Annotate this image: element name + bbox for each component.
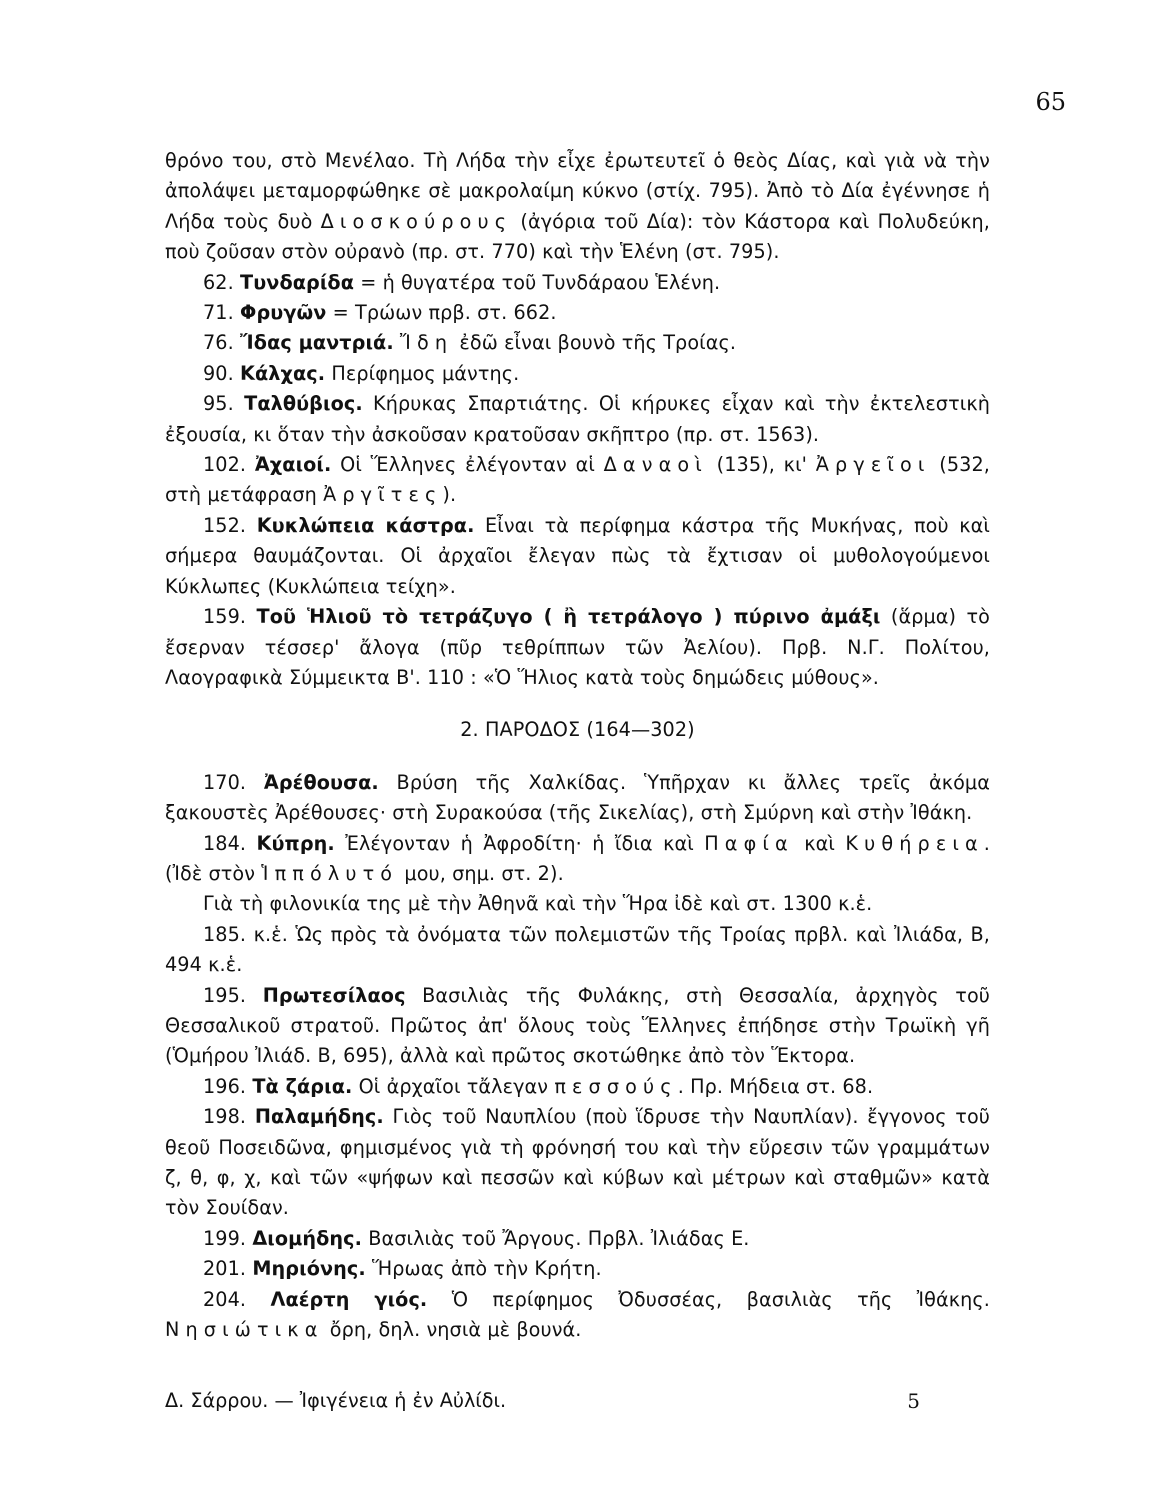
note-152: 152. Κυκλώπεια κάστρα. Εἶναι τὰ περίφημα κάστρα τῆς Μυκήνας, ποὺ καὶ σήμερα θαυμάζονται. Οἱ ἀρχαῖοι ἔλεγαν πὼς τὰ ἔχτισαν οἱ μυθολογούμενοι Κύκλωπες (Κυκλώπεια τείχη». [165, 513, 990, 598]
note-184: 184. Κύπρη. Ἐλέγονταν ἡ Ἀφροδίτη· ἡ ἴδια καὶ Παφία καὶ Κυθήρεια. (Ἰδὲ στὸν Ἱππόλυτό μου, σημ. στ. 2). [165, 831, 990, 885]
note-201: 201. Μηριόνης. Ἥρωας ἀπὸ τὴν Κρήτη. [203, 1257, 602, 1281]
page-footer [165, 1389, 980, 1412]
note-170: 170. Ἀρέθουσα. Βρύση τῆς Χαλκίδας. Ὑπῆρχαν κι ἄλλες τρεῖς ἀκόμα ξακουστὲς Ἀρέθουσες· στὴ Συρακούσα (τῆς Σικελίας), στὴ Σμύρνη καὶ στὴν Ἰθάκη. [165, 770, 990, 825]
signature-mark: 5 [907, 1389, 920, 1413]
document-body [165, 146, 990, 1345]
note-71: 71. Φρυγῶν = Τρώων πρβ. στ. 662. [203, 301, 557, 325]
note-195: 195. Πρωτεσίλαος Βασιλιὰς τῆς Φυλάκης, στὴ Θεσσαλία, ἀρχηγὸς τοῦ Θεσσαλικοῦ στρατοῦ. Πρῶτος ἀπ' ὅλους τοὺς Ἕλληνες ἐπήδησε στὴν Τρωϊκὴ γῆ (Ὁμήρου Ἰλιάδ. Β, 695), ἀλλὰ καὶ πρῶτος σκοτώθηκε ἀπὸ τὸν Ἕκτορα. [165, 983, 990, 1068]
note-76: 76. Ἴδας μαντριά. Ἴδη ἐδῶ εἶναι βουνὸ τῆς Τροίας. [203, 331, 737, 355]
note-62: 62. Τυνδαρίδα = ἡ θυγατέρα τοῦ Τυνδάραου Ἑλένη. [203, 270, 721, 294]
note-159: 159. Τοῦ Ἡλιοῦ τὸ τετράζυγο ( ἢ τετράλογο ) πύρινο ἀμάξι (ἅρμα) τὸ ἔσερναν τέσσερ' ἄλογα (πῦρ τεθρίππων τῶν Ἀελίου). Πρβ. Ν.Γ. Πολίτου, Λαογραφικὰ Σύμμεικτα Β'. 110 : «Ὁ Ἥλιος κατὰ τοὺς δημώδεις μύθους». [165, 605, 990, 689]
note-102: 102. Ἀχαιοί. Οἱ Ἕλληνες ἐλέγονταν αἱ Δαναοὶ (135), κι' Ἀργεῖοι (532, στὴ μετάφραση Ἀργῖτες). [165, 453, 990, 507]
note-90: 90. Κάλχας. Περίφημος μάντης. [203, 361, 520, 385]
note-95: 95. Ταλθύβιος. Κήρυκας Σπαρτιάτης. Οἱ κήρυκες εἶχαν καὶ τὴν ἐκτελεστικὴ ἐξουσία, κι ὅταν τὴν ἀσκοῦσαν κρατοῦσαν σκῆπτρο (πρ. στ. 1563). [165, 392, 990, 446]
footer-book-title: Δ. Σάρρου. — Ἰφιγένεια ἡ ἐν Αὐλίδι. [165, 1389, 507, 1412]
intro-text: (ἀγόρια τοῦ Δία): τὸν Κάστορα καὶ Πολυδεύκη, ποὺ ζοῦσαν στὸν οὐρανὸ (πρ. στ. 770) καὶ τὴν Ἑλένη (στ. 795). [165, 209, 990, 264]
intro-paragraph [165, 146, 990, 268]
note-196: 196. Τὰ ζάρια. Οἱ ἀρχαῖοι τἄλεγαν πεσσούς. Πρ. Μήδεια στ. 68. [203, 1074, 874, 1098]
section-heading: 2. ΠΑΡΟΔΟΣ (164—302) [460, 718, 695, 742]
page-number: 65 [1035, 88, 1066, 116]
note-198: 198. Παλαμήδης. Γιὸς τοῦ Ναυπλίου (ποὺ ἵδρυσε τὴν Ναυπλίαν). ἔγγονος τοῦ θεοῦ Ποσειδῶνα, φημισμένος γιὰ τὴ φρόνησή του καὶ τὴν εὕρεσιν τῶν γραμμάτων ζ, θ, φ, χ, καὶ τῶν «ψήφων καὶ πεσσῶν καὶ κύβων καὶ μέτρων καὶ σταθμῶν» κατὰ τὸν Σουίδαν. [165, 1105, 990, 1220]
note-184-continued: Γιὰ τὴ φιλονικία της μὲ τὴν Ἀθηνᾶ καὶ τὴν Ἥρα ἰδὲ καὶ στ. 1300 κ.ἑ. [203, 892, 873, 916]
intro-text: θρόνο του, στὸ Μενέλαο. Τὴ Λήδα τὴν εἶχε ἐρωτευτεῖ ὁ θεὸς Δίας, καὶ γιὰ νὰ τὴν ἀπολάψει μεταμορφώθηκε σὲ μακρολαίμη κύκνο (στίχ. 795). Ἀπὸ τὸ Δία ἐγέννησε ἡ Λήδα τοὺς δυὸ [165, 149, 990, 233]
note-185: 185. κ.ἑ. Ὡς πρὸς τὰ ὀνόματα τῶν πολεμιστῶν τῆς Τροίας πρβλ. καὶ Ἰλιάδα, Β, 494 κ.ἑ. [165, 922, 990, 977]
note-204: 204. Λαέρτη γιός. Ὁ περίφημος Ὀδυσσέας, βασιλιὰς τῆς Ἰθάκης. Νησιώτικα ὄρη, δηλ. νησιὰ μὲ βουνά. [165, 1287, 990, 1342]
note-199: 199. Διομήδης. Βασιλιὰς τοῦ Ἄργους. Πρβλ. Ἰλιάδας Ε. [203, 1226, 750, 1250]
spaced-term: Διοσκούρους [320, 209, 513, 233]
